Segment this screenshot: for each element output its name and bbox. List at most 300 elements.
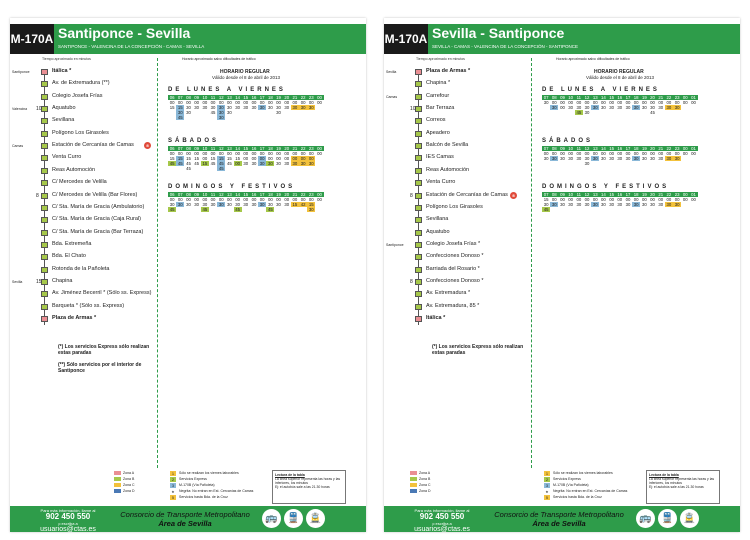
minute-cell: 00 [601, 100, 606, 105]
minute-cell: 30 [633, 156, 639, 161]
minute-cell [242, 115, 250, 120]
hour-cell: 12 [218, 95, 224, 100]
hour-cell: 13 [592, 95, 598, 100]
minute-cell [168, 212, 176, 217]
hour-cell: 19 [276, 192, 281, 197]
minute-cell: 00 [641, 197, 647, 202]
stop-name: Av. de Extremadura (**) [52, 80, 110, 87]
minute-cell: 30 [177, 202, 183, 207]
contact-info [30, 508, 106, 534]
minute-cell [184, 212, 192, 217]
zone-item [410, 488, 430, 494]
minute-cell: 00 [292, 151, 298, 156]
hour-cell: 20 [284, 95, 290, 100]
stop-name: Reas Automoción [426, 166, 470, 173]
stop-marker [415, 230, 422, 236]
minute-cell: 30 [308, 161, 314, 166]
minute-cell [283, 115, 291, 120]
minute-cell: 00 [186, 151, 191, 156]
minute-cell: 00 [235, 151, 240, 156]
minute-cell: 00 [276, 151, 281, 156]
hour-cell: 22 [666, 95, 672, 100]
stop-marker [41, 69, 48, 75]
note-text: Negrita: No entran en Est. Cercanías de Camas [553, 489, 628, 493]
minute-cell: 30 [276, 105, 281, 110]
minute-cell: 00 [308, 197, 314, 202]
minute-cell: 30 [194, 202, 200, 207]
hour-cell: 10 [202, 95, 208, 100]
train-icon: 🚆 [658, 509, 677, 528]
minute-cell [640, 161, 648, 166]
hour-cell: 14 [601, 95, 606, 100]
minute-cell: 00 [682, 197, 688, 202]
stop-marker [415, 254, 422, 260]
hour-cell: 11 [576, 95, 582, 100]
minute-cell: 00 [251, 100, 257, 105]
stop-name: Confecciones Donoso * [426, 277, 484, 284]
hour-cell: 21 [658, 192, 664, 197]
minute-cell [558, 161, 566, 166]
minute-cell [315, 212, 323, 217]
train-icon: ⊗ [145, 143, 150, 149]
minute-cell: 30 [609, 156, 614, 161]
minute-cell [299, 115, 307, 120]
hour-cell: 00 [317, 192, 322, 197]
stop-time: 8 [410, 278, 413, 285]
municipality-label: Sevilla [12, 279, 23, 284]
hour-cell: 18 [267, 146, 273, 151]
hour-cell: 12 [584, 146, 590, 151]
minutes-row [168, 115, 324, 120]
stop-marker [415, 69, 422, 75]
minute-cell: 30 [674, 105, 680, 110]
minute-cell [242, 166, 250, 171]
minute-cell [266, 166, 274, 171]
minute-cell: 30 [284, 105, 290, 110]
note-text: Servicios Express [553, 477, 581, 481]
service-notes [170, 470, 253, 500]
zone-label: Zona B [123, 477, 135, 481]
stop-name: Plaza de Armas * [426, 68, 471, 74]
minute-cell: 30 [551, 156, 557, 161]
municipality-label: Sevilla [386, 70, 397, 74]
minute-cell: 00 [691, 151, 696, 156]
service-note [170, 494, 253, 500]
minute-cell [608, 207, 616, 212]
day-label: SÁBADOS [168, 138, 220, 144]
minute-cell: 00 [592, 100, 598, 105]
day-label: DOMINGOS Y FESTIVOS [168, 184, 296, 190]
minute-cell: 30 [560, 202, 565, 207]
lectura-text: La línea superior representa las horas y las inferiores, los minutos [275, 477, 341, 485]
timetable-grid [542, 146, 698, 166]
minute-cell [632, 207, 640, 212]
minute-cell: 30 [243, 202, 249, 207]
minute-cell: 00 [284, 197, 290, 202]
minute-cell [575, 207, 583, 212]
municipality-label: Santiponce [386, 242, 404, 247]
minute-cell [681, 207, 689, 212]
minute-cell: 00 [543, 151, 549, 156]
minute-cell: 30 [251, 161, 257, 166]
minute-cell: 30 [300, 161, 306, 166]
minute-cell: 30 [560, 156, 565, 161]
stop-name: C/ Mercedes de Velilla (Bar Flores) [52, 191, 138, 198]
minute-cell: 30 [584, 105, 590, 110]
minute-cell: 30 [202, 105, 208, 110]
minute-cell: 30 [218, 115, 224, 120]
minute-cell: 00 [317, 100, 322, 105]
minute-cell: 30 [633, 105, 639, 110]
minute-cell: 00 [210, 197, 216, 202]
hour-cell: 19 [276, 146, 281, 151]
minute-cell: 30 [227, 110, 232, 115]
hour-cell: 09 [560, 146, 565, 151]
minute-cell: 30 [194, 105, 200, 110]
hour-cell: 14 [235, 95, 240, 100]
minute-cell [307, 166, 315, 171]
hour-cell: 06 [169, 95, 175, 100]
stop-marker [415, 106, 422, 112]
hour-cell: 16 [617, 192, 623, 197]
stop-name: Rotonda de la Pañoleta [52, 265, 110, 272]
minute-cell: 30 [169, 202, 175, 207]
stop-time: 8 [36, 192, 39, 199]
route-subtitle: SEVILLA - CAMAS - VALENCINA DE LA CONCEPCIÓN - SANTIPONCE [432, 44, 578, 49]
minute-cell: 00 [617, 197, 623, 202]
municipality-label: Camas [386, 94, 398, 99]
stop-marker [41, 193, 48, 199]
minute-cell [673, 207, 681, 212]
minute-cell [258, 115, 266, 120]
minute-cell: 00 [210, 151, 216, 156]
hour-cell: 06 [169, 146, 175, 151]
minute-cell: 15 [177, 105, 183, 110]
hour-cell: 07 [177, 192, 183, 197]
minute-cell: 00 [666, 100, 672, 105]
minute-cell [657, 110, 665, 115]
minute-cell: 00 [551, 151, 557, 156]
stop-name: IES Camas [426, 154, 454, 161]
hour-cell: 00 [682, 95, 688, 100]
minute-cell: 30 [284, 161, 290, 166]
minute-cell [283, 166, 291, 171]
transport-icons [636, 509, 699, 528]
minute-cell: 30 [609, 202, 614, 207]
minute-cell: 00 [584, 100, 590, 105]
minute-cell: 00 [650, 151, 655, 156]
minute-cell [599, 161, 607, 166]
minute-cell: 30 [617, 156, 623, 161]
note-text: M-170B (Vía Pañoleta) [179, 483, 215, 487]
zone-swatch [114, 471, 121, 475]
minute-cell [225, 166, 233, 171]
minute-cell: 00 [218, 197, 224, 202]
minute-cell: 00 [551, 100, 557, 105]
hour-cell: 19 [641, 192, 647, 197]
stop-name: Av. Jiménez Becerril * (Sólo ss. Express) [52, 290, 152, 297]
minute-cell: 00 [560, 100, 565, 105]
zone-label: Zona B [419, 477, 431, 481]
note-swatch: 5 [170, 495, 176, 500]
minute-cell: 30 [609, 105, 614, 110]
minute-cell: 00 [284, 100, 290, 105]
hour-cell: 17 [259, 192, 265, 197]
minute-cell: 00 [284, 151, 290, 156]
hour-cell: 19 [641, 95, 647, 100]
hour-cell: 10 [568, 146, 574, 151]
minute-cell: 30 [308, 105, 314, 110]
minute-cell: 00 [276, 100, 281, 105]
minute-cell: 00 [292, 156, 298, 161]
minute-cell: 00 [308, 100, 314, 105]
lectura-example: Ej: el autobús sale a las 21.30 horas [649, 485, 704, 489]
hour-cell: 20 [650, 95, 655, 100]
traffic-notice: Horario aproximado salvo dificultades de tráfico [556, 57, 630, 61]
minute-cell: 00 [235, 161, 240, 166]
stop-name: Colegio Josefa Frías [52, 92, 103, 99]
stop-marker [415, 143, 422, 149]
stop-marker [415, 81, 422, 87]
minutes-row [542, 207, 698, 212]
minute-cell: 00 [169, 100, 175, 105]
stop-marker [41, 291, 48, 297]
minute-cell: 00 [300, 100, 306, 105]
minute-cell: 00 [169, 151, 175, 156]
timetable-sheet-outbound [10, 18, 366, 532]
hour-cell: 19 [276, 95, 281, 100]
minute-cell: 30 [210, 105, 216, 110]
hour-cell: 08 [186, 95, 191, 100]
minute-cell: 00 [227, 100, 232, 105]
minute-cell: 15 [202, 161, 208, 166]
minute-cell [657, 161, 665, 166]
contact-or: o escriba a [58, 521, 78, 526]
minute-cell: 45 [543, 207, 549, 212]
minute-cell [176, 166, 184, 171]
stop-marker [415, 168, 422, 174]
hour-cell: 11 [210, 192, 216, 197]
zone-item [114, 488, 134, 494]
hour-cell: 15 [243, 192, 249, 197]
hour-cell: 18 [633, 192, 639, 197]
minute-cell: 30 [641, 202, 647, 207]
note-text: Sólo se realizan los viernes laborables [553, 471, 613, 475]
bus-icon: 🚌 [636, 509, 655, 528]
minute-cell: 00 [658, 197, 664, 202]
minute-cell [168, 166, 176, 171]
minute-cell [201, 115, 209, 120]
minute-cell: 00 [601, 151, 606, 156]
table-reading-box [272, 470, 346, 504]
note-text: Negrita: No entran en Est. Cercanías de Camas [179, 489, 254, 493]
minute-cell [266, 115, 274, 120]
minute-cell [632, 161, 640, 166]
minute-cell [591, 207, 599, 212]
minute-cell: 30 [543, 202, 549, 207]
minute-cell [599, 110, 607, 115]
hour-cell: 08 [551, 95, 557, 100]
stop-marker [415, 155, 422, 161]
minute-cell: 30 [259, 161, 265, 166]
stop-marker [41, 94, 48, 100]
zone-label: Zona D [123, 489, 135, 493]
hour-cell: 00 [317, 95, 322, 100]
stop-name: Av. Extremadura * [426, 290, 471, 297]
stop-name: C/ Sta. María de Gracia (Bar Terraza) [52, 228, 144, 235]
minute-cell: 30 [617, 105, 623, 110]
minute-cell [616, 207, 624, 212]
minute-cell: 30 [308, 207, 314, 212]
contact-or: o escriba a [432, 521, 452, 526]
consortium-name [120, 510, 250, 528]
stop-marker [415, 279, 422, 285]
minute-cell [184, 115, 192, 120]
minute-cell: 45 [186, 161, 191, 166]
minute-cell [250, 115, 258, 120]
zone-swatch [114, 477, 121, 481]
train-icon: 🚆 [284, 509, 303, 528]
minute-cell: 30 [617, 202, 623, 207]
stop-name: C/ Sta. María de Gracia (Ambulatorio) [52, 203, 145, 210]
minute-cell: 00 [625, 100, 631, 105]
minute-cell: 30 [227, 202, 232, 207]
hour-cell: 15 [243, 146, 249, 151]
stop-marker [41, 316, 48, 322]
minute-cell [624, 161, 632, 166]
minute-cell: 45 [202, 207, 208, 212]
stop-name: Barriada del Rosario * [426, 265, 480, 272]
hour-cell: 09 [194, 192, 200, 197]
minute-cell: 00 [641, 151, 647, 156]
minute-cell: 00 [691, 100, 696, 105]
minute-cell: 00 [658, 100, 664, 105]
stop-marker [41, 267, 48, 273]
minute-cell: 00 [551, 197, 557, 202]
minute-cell: 45 [267, 207, 273, 212]
minute-cell [258, 166, 266, 171]
minute-cell: 00 [210, 100, 216, 105]
hour-cell: 00 [682, 192, 688, 197]
minute-cell [575, 161, 583, 166]
minute-cell [209, 166, 217, 171]
minute-cell [665, 110, 673, 115]
traffic-notice: Horario aproximado salvo dificultades de tráfico [182, 57, 256, 61]
stop-marker [415, 316, 422, 322]
minute-cell: 30 [568, 202, 574, 207]
minute-cell: 45 [210, 161, 216, 166]
minute-cell: 30 [568, 156, 574, 161]
minute-cell: 30 [576, 156, 582, 161]
stop-time: 8 [410, 192, 413, 199]
minute-cell [624, 207, 632, 212]
stop-name: Reas Automoción [52, 166, 96, 173]
stop-name: Bda. El Chato [52, 253, 86, 260]
minute-cell: 30 [592, 202, 598, 207]
route-code: M-170A [10, 24, 54, 54]
zone-legend [410, 470, 430, 494]
minute-cell: 00 [308, 156, 314, 161]
minute-cell: 00 [267, 151, 273, 156]
hour-cell: 22 [300, 146, 306, 151]
minute-cell: 30 [235, 202, 240, 207]
hour-cell: 15 [243, 95, 249, 100]
minute-cell: 30 [584, 110, 590, 115]
minute-cell: 30 [666, 156, 672, 161]
stop-name: Polígono Los Girasoles [52, 129, 109, 136]
minutes-row [542, 110, 698, 115]
minute-cell: 00 [576, 100, 582, 105]
hour-cell: 07 [177, 146, 183, 151]
minute-cell: 30 [284, 202, 290, 207]
minute-cell [599, 207, 607, 212]
minute-cell: 30 [568, 105, 574, 110]
minute-cell: 30 [674, 156, 680, 161]
zone-swatch [114, 489, 121, 493]
minute-cell: 30 [601, 156, 606, 161]
minute-cell: 15 [210, 156, 216, 161]
minute-cell [567, 207, 575, 212]
minute-cell: 00 [243, 156, 249, 161]
municipality-label: Camas [12, 144, 24, 149]
hour-cell: 08 [551, 146, 557, 151]
minute-cell: 00 [202, 151, 208, 156]
minute-cell: 15 [177, 156, 183, 161]
minute-cell: 00 [625, 197, 631, 202]
minute-cell: 00 [617, 100, 623, 105]
hour-cell: 17 [625, 95, 631, 100]
minute-cell [234, 166, 242, 171]
minute-cell [673, 110, 681, 115]
minute-cell: 30 [641, 156, 647, 161]
hour-cell: 00 [317, 146, 322, 151]
stop-name: Plaza de Armas * [52, 315, 97, 321]
stop-name: Bda. Extremeña [52, 240, 92, 247]
minute-cell: 00 [633, 197, 639, 202]
minute-cell [193, 166, 201, 171]
stop-marker [41, 242, 48, 248]
note-text: Servicios Express [179, 477, 207, 481]
hour-cell: 17 [259, 95, 265, 100]
footnote: (*) Los servicios Express sólo realizan estas paradas [58, 344, 150, 357]
minute-cell: 00 [218, 100, 224, 105]
minute-cell [689, 161, 697, 166]
minute-cell: 30 [186, 202, 191, 207]
municipality-label: Valencina [12, 107, 28, 112]
minute-cell: 30 [576, 202, 582, 207]
consortium-title: Consorcio de Transporte Metropolitano [494, 510, 624, 519]
hour-cell: 21 [292, 192, 298, 197]
minute-cell: 00 [243, 197, 249, 202]
minute-cell: 45 [218, 161, 224, 166]
hour-cell: 10 [202, 146, 208, 151]
minute-cell: 30 [584, 202, 590, 207]
minute-cell [299, 166, 307, 171]
minute-cell: 00 [317, 151, 322, 156]
hour-cell: 20 [284, 192, 290, 197]
minute-cell [274, 166, 282, 171]
stop-name: Balcón de Sevilla [426, 142, 469, 149]
hour-cell: 15 [609, 146, 614, 151]
consortium-name [494, 510, 624, 528]
minute-cell [681, 110, 689, 115]
stop-marker [415, 217, 422, 223]
minute-cell: 00 [218, 151, 224, 156]
minute-cell: 00 [584, 197, 590, 202]
minute-cell: 30 [243, 105, 249, 110]
minute-cell: 15 [227, 156, 232, 161]
minute-cell [209, 212, 217, 217]
